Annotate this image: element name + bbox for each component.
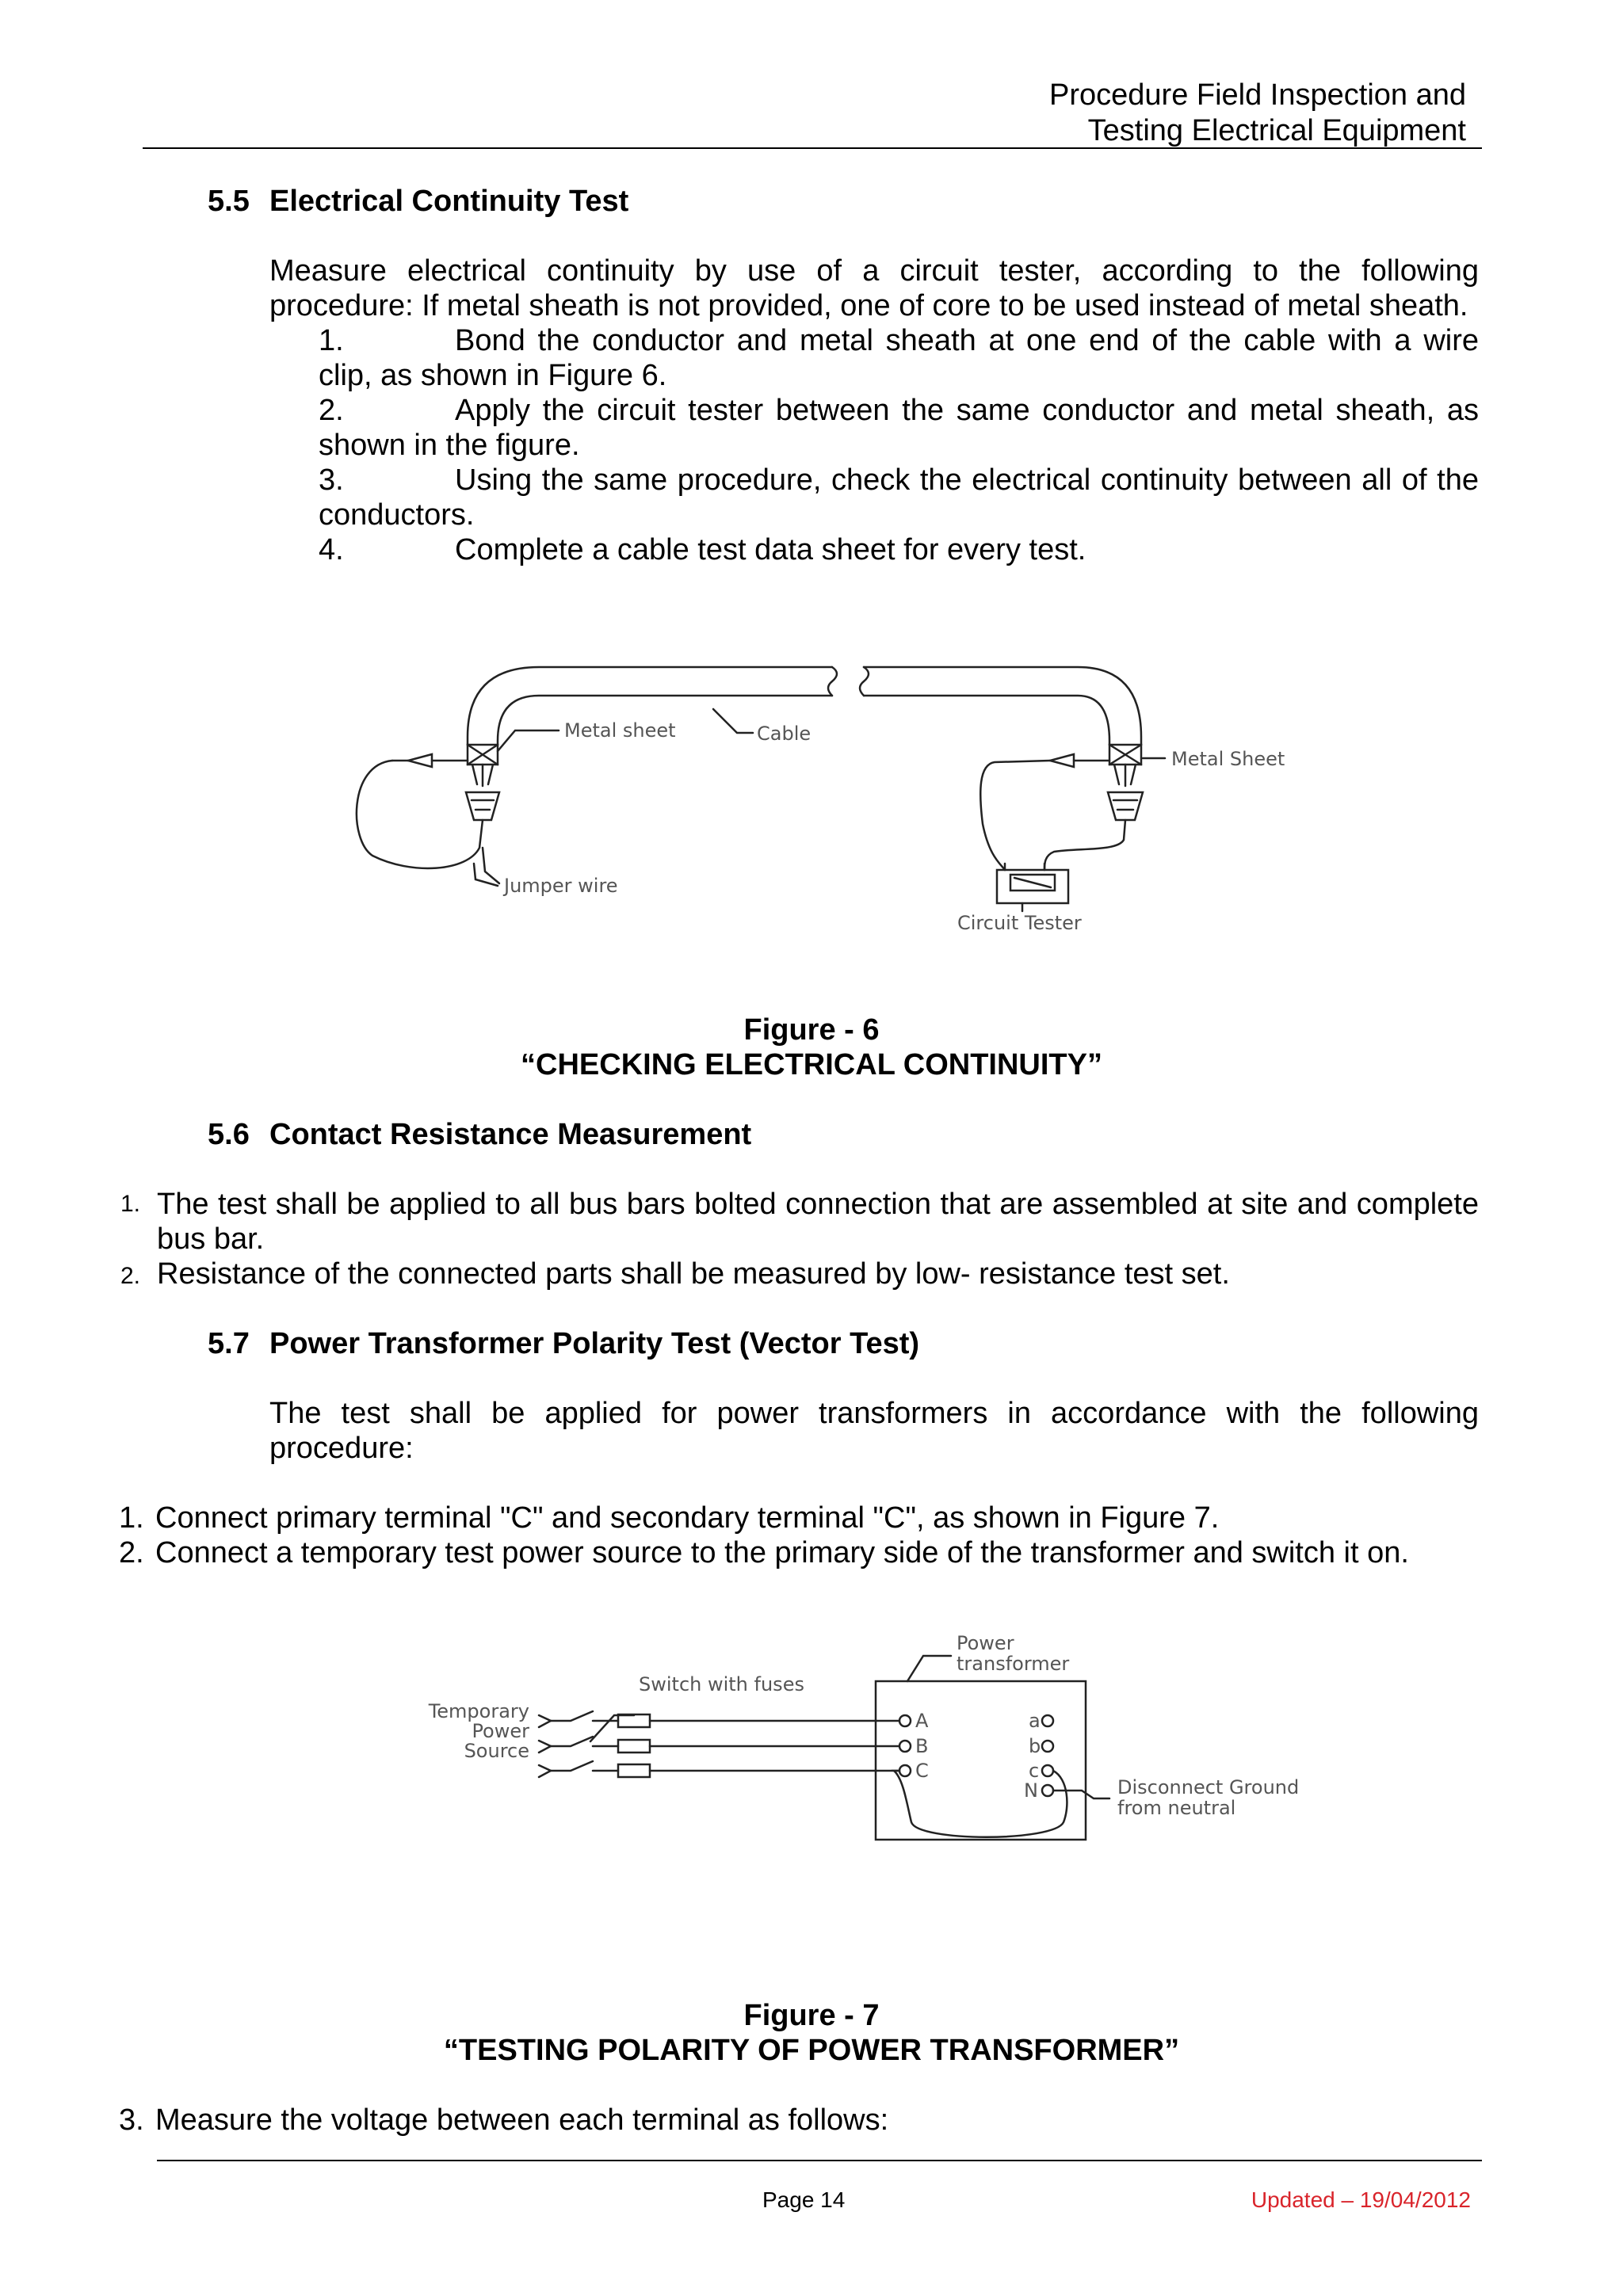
list-item-cont: bus bar. — [157, 1222, 265, 1256]
list-item — [120, 1257, 1230, 1294]
step-3-cont: conductors. — [319, 498, 475, 532]
list-item — [119, 1535, 1409, 1570]
list-number: 2. — [120, 1263, 141, 1289]
list-number: 2. — [119, 1536, 144, 1569]
label-power: Power — [957, 1632, 1014, 1654]
step-text: Bond the conductor and metal sheath at one end of the cable with a wire — [455, 324, 1479, 357]
list-item — [119, 1501, 1219, 1535]
page-number: Page 14 — [762, 2187, 846, 2212]
list-text: Resistance of the connected parts shall be measured by low- resistance test set. — [157, 1257, 1230, 1291]
step-text: Apply the circuit tester between the same conductor and metal sheath, as — [455, 394, 1479, 427]
section-number: 5.7 — [208, 1327, 250, 1360]
label-source: Source — [464, 1740, 529, 1762]
list-number: 1. — [119, 1501, 144, 1535]
footer-rule — [157, 2160, 1482, 2161]
step-number: 1. — [319, 324, 344, 357]
figure-6-caption-title: “CHECKING ELECTRICAL CONTINUITY” — [521, 1048, 1102, 1081]
label-power-source-1: Power — [472, 1720, 529, 1742]
s57-intro-line1: The test shall be applied for power transformers in accordance with the following — [269, 1397, 1479, 1430]
list-number: 1. — [120, 1191, 141, 1217]
label-circuit-tester: Circuit Tester — [957, 912, 1082, 934]
terminal-B: B — [915, 1735, 929, 1757]
list-text: Connect a temporary test power source to the primary side of the transformer and switch it on. — [155, 1536, 1409, 1569]
figure-7-caption-title: “TESTING POLARITY OF POWER TRANSFORMER” — [443, 2034, 1180, 2067]
step-number: 2. — [319, 394, 344, 427]
label-temporary: Temporary — [428, 1700, 529, 1722]
s57-intro-line2: procedure: — [269, 1432, 414, 1465]
header-title-line2: Testing Electrical Equipment — [1087, 114, 1466, 147]
label-cable: Cable — [757, 723, 812, 745]
list-item — [119, 2103, 888, 2138]
s55-intro-line1: Measure electrical continuity by use of a circuit tester, according to the following — [269, 254, 1479, 288]
section-number: 5.5 — [208, 185, 250, 218]
step-number: 4. — [319, 533, 344, 566]
list-item — [120, 1187, 1479, 1222]
step-text: Complete a cable test data sheet for every test. — [455, 533, 1086, 566]
label-from-neutral: from neutral — [1117, 1797, 1236, 1819]
terminal-c: c — [1029, 1760, 1040, 1782]
label-transformer: transformer — [957, 1653, 1070, 1675]
terminal-C: C — [915, 1760, 929, 1782]
list-text: The test shall be applied to all bus bars bolted connection that are assembled at site and complete — [157, 1188, 1479, 1221]
list-number: 3. — [119, 2103, 144, 2137]
label-disconnect-ground: Disconnect Ground — [1117, 1776, 1300, 1798]
terminal-a: a — [1029, 1710, 1041, 1732]
figure-6-cable-diagram — [0, 0, 1623, 982]
section-5-7-heading — [208, 1326, 919, 1361]
step-2-cont: shown in the figure. — [319, 429, 580, 462]
step-1-cont: clip, as shown in Figure 6. — [319, 359, 667, 392]
figure-7-transformer-diagram — [0, 1608, 1623, 1870]
list-text: Measure the voltage between each terminal as follows: — [155, 2103, 889, 2137]
terminal-N: N — [1024, 1779, 1038, 1802]
list-text: Connect primary terminal "C" and secondary terminal "C", as shown in Figure 7. — [155, 1501, 1220, 1535]
label-metal-sheet-right: Metal Sheet — [1171, 748, 1285, 770]
section-title: Contact Resistance Measurement — [269, 1118, 752, 1151]
updated-date: Updated – 19/04/2012 — [1251, 2187, 1471, 2212]
terminal-b: b — [1029, 1735, 1041, 1757]
header-title-line1: Procedure Field Inspection and — [1049, 78, 1466, 112]
figure-6-caption-number: Figure - 6 — [743, 1013, 880, 1047]
section-title: Electrical Continuity Test — [269, 185, 629, 218]
section-title: Power Transformer Polarity Test (Vector Test) — [269, 1327, 920, 1360]
figure-7-caption-number: Figure - 7 — [743, 1999, 880, 2032]
s55-intro-line2: procedure: If metal sheath is not provided, one of core to be used instead of metal sheath. — [269, 289, 1468, 322]
step-number: 3. — [319, 463, 344, 497]
section-number: 5.6 — [208, 1118, 250, 1151]
label-switch-with-fuses: Switch with fuses — [639, 1673, 804, 1695]
terminal-A: A — [915, 1710, 929, 1732]
step-text: Using the same procedure, check the electrical continuity between all of the — [455, 463, 1479, 497]
section-5-6-heading — [208, 1117, 751, 1152]
label-metal-sheet-left: Metal sheet — [564, 719, 676, 742]
label-jumper-wire: Jumper wire — [504, 875, 618, 897]
